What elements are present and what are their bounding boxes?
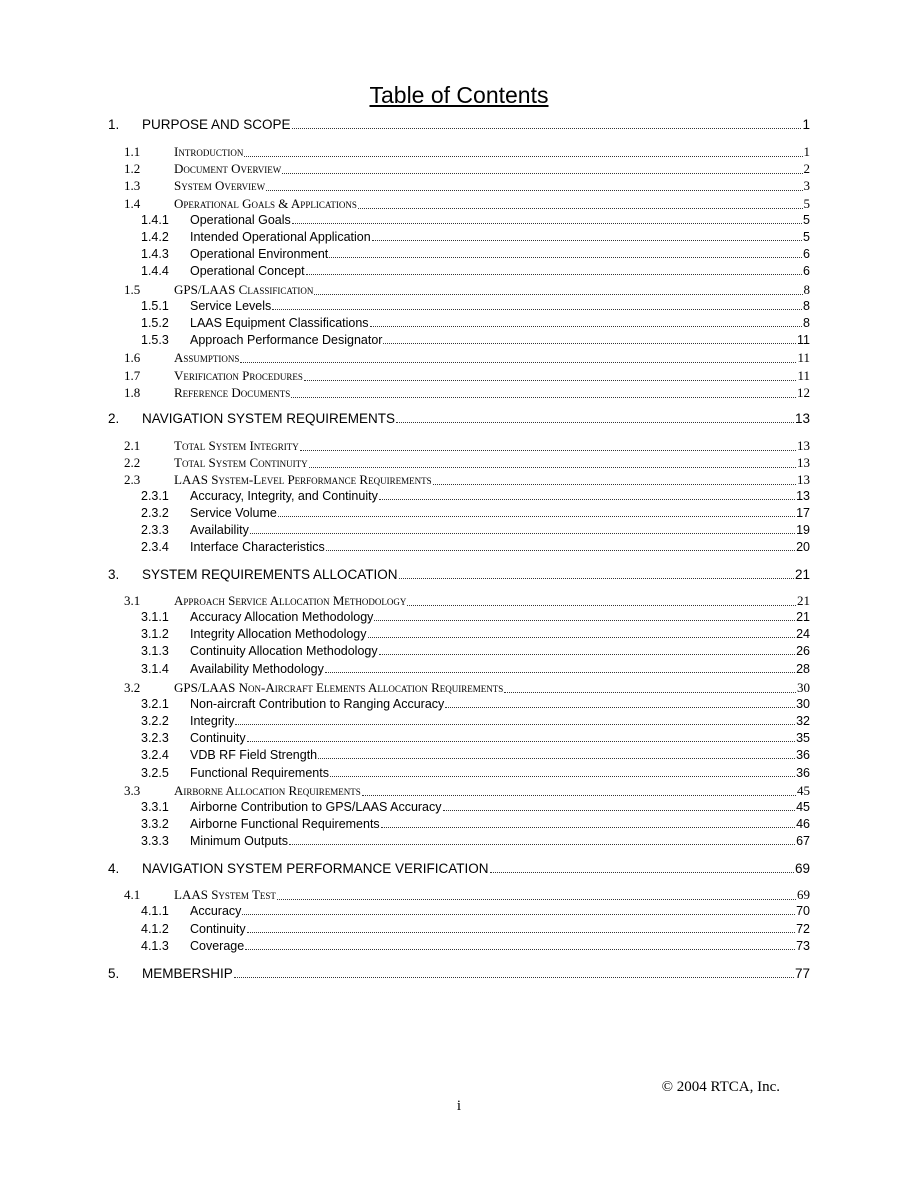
toc-entry-page: 17	[796, 506, 810, 520]
dot-leader	[433, 484, 796, 485]
toc-entry-number: 4.	[108, 861, 120, 876]
toc-entry-page: 5	[803, 213, 810, 227]
toc-entry-page: 3	[803, 178, 810, 193]
toc-entry[interactable]	[108, 567, 810, 582]
toc-entry-number: 1.4.1	[141, 213, 169, 227]
toc-entry[interactable]	[124, 144, 810, 160]
toc-entry-number: 3.3.3	[141, 834, 169, 848]
toc-entry-title: LAAS System-Level Performance Requirements	[174, 472, 432, 487]
dot-leader	[362, 795, 796, 796]
toc-entry-number: 1.5.1	[141, 299, 169, 313]
toc-entry-title: Integrity Allocation Methodology	[190, 627, 367, 641]
toc-entry[interactable]	[108, 117, 810, 132]
dot-leader	[443, 810, 796, 811]
toc-entry[interactable]	[141, 662, 810, 676]
toc-entry-title: Integrity	[190, 714, 235, 728]
dot-leader	[370, 326, 802, 327]
dot-leader	[278, 516, 795, 517]
toc-entry-number: 3.3.1	[141, 800, 169, 814]
dot-leader	[358, 208, 803, 209]
toc-entry[interactable]	[141, 247, 810, 261]
toc-entry-title: Approach Service Allocation Methodology	[174, 593, 407, 608]
dot-leader	[306, 274, 802, 275]
toc-entry[interactable]	[141, 333, 810, 347]
toc-entry-number: 2.3.4	[141, 540, 169, 554]
toc-entry-number: 2.2	[124, 455, 141, 470]
toc-entry[interactable]	[141, 299, 810, 313]
toc-entry-number: 3.2	[124, 680, 141, 695]
dot-leader	[277, 899, 796, 900]
toc-entry-number: 4.1.2	[141, 922, 169, 936]
dot-leader	[247, 741, 796, 742]
toc-entry-page: 28	[796, 662, 810, 676]
toc-entry[interactable]	[124, 472, 810, 488]
toc-entry[interactable]	[124, 196, 810, 212]
toc-entry[interactable]	[141, 506, 810, 520]
toc-entry-number: 3.1	[124, 593, 141, 608]
page-number: i	[456, 1098, 462, 1114]
toc-entry-title: Accuracy Allocation Methodology	[190, 610, 374, 624]
toc-entry-title: Verification Procedures	[174, 368, 303, 383]
toc-entry-title: Continuity	[190, 922, 246, 936]
toc-entry-page: 26	[796, 644, 810, 658]
dot-leader	[292, 223, 802, 224]
toc-entry-page: 35	[796, 731, 810, 745]
toc-entry-number: 3.1.2	[141, 627, 169, 641]
toc-entry[interactable]	[108, 966, 810, 981]
toc-entry-page: 24	[796, 627, 810, 641]
dot-leader	[374, 620, 795, 621]
dot-leader	[314, 294, 802, 295]
toc-entry-page: 77	[794, 966, 810, 981]
dot-leader	[292, 128, 802, 129]
toc-entry-number: 2.3.1	[141, 489, 169, 503]
dot-leader	[504, 692, 796, 693]
toc-entry-number: 5.	[108, 966, 120, 981]
toc-entry-title: Service Levels	[190, 299, 272, 313]
toc-entry[interactable]	[141, 610, 810, 624]
toc-title: Table of Contents	[369, 82, 549, 108]
toc-entry-page: 67	[796, 834, 810, 848]
toc-entry[interactable]	[141, 800, 810, 814]
toc-entry[interactable]	[141, 489, 810, 503]
toc-entry[interactable]	[124, 783, 810, 799]
toc-entry[interactable]	[141, 213, 810, 227]
toc-entry-page: 5	[803, 196, 810, 211]
toc-entry[interactable]	[124, 350, 810, 366]
toc-entry-page: 8	[803, 299, 810, 313]
toc-entry-title: Operational Environment	[190, 247, 329, 261]
toc-entry[interactable]	[124, 161, 810, 177]
toc-entry-title: Accuracy, Integrity, and Continuity	[190, 489, 378, 503]
dot-leader	[242, 914, 795, 915]
dot-leader	[291, 397, 796, 398]
toc-entry-title: MEMBERSHIP	[142, 966, 233, 981]
toc-entry-title: Airborne Allocation Requirements	[174, 783, 361, 798]
toc-entry[interactable]	[141, 523, 810, 537]
toc-entry-title: Total System Integrity	[174, 438, 299, 453]
toc-entry-number: 1.3	[124, 178, 141, 193]
dot-leader	[381, 827, 795, 828]
toc-entry-number: 2.3.3	[141, 523, 169, 537]
dot-leader	[282, 173, 802, 174]
toc-entry-number: 1.	[108, 117, 120, 132]
toc-entry-number: 3.3.2	[141, 817, 169, 831]
toc-entry-page: 72	[796, 922, 810, 936]
toc-entry-page: 20	[796, 540, 810, 554]
dot-leader	[244, 156, 802, 157]
toc-entry-page: 12	[797, 385, 810, 400]
toc-entry[interactable]	[141, 540, 810, 554]
toc-entry-title: Continuity Allocation Methodology	[190, 644, 378, 658]
dot-leader	[379, 499, 795, 500]
dot-leader	[240, 362, 796, 363]
toc-entry-number: 3.2.2	[141, 714, 169, 728]
toc-entry-title: Non-aircraft Contribution to Ranging Accuracy	[190, 697, 445, 711]
toc-entry-title: NAVIGATION SYSTEM PERFORMANCE VERIFICATION	[142, 861, 489, 876]
toc-entry-page: 30	[797, 680, 810, 695]
dot-leader	[379, 654, 795, 655]
toc-entry-page: 13	[797, 472, 810, 487]
toc-entry[interactable]	[124, 593, 810, 609]
dot-leader	[407, 605, 796, 606]
toc-entry[interactable]	[141, 939, 810, 953]
toc-entry-page: 45	[797, 783, 810, 798]
toc-entry-page: 13	[794, 411, 810, 426]
dot-leader	[247, 932, 796, 933]
toc-entry-number: 3.	[108, 567, 120, 582]
toc-entry-title: SYSTEM REQUIREMENTS ALLOCATION	[142, 567, 398, 582]
toc-entry-number: 2.3.2	[141, 506, 169, 520]
toc-entry-page: 21	[797, 593, 810, 608]
toc-entry-title: Airborne Functional Requirements	[190, 817, 380, 831]
toc-entry-page: 11	[797, 350, 810, 365]
dot-leader	[330, 776, 795, 777]
toc-entry[interactable]	[124, 455, 810, 471]
toc-entry-number: 2.3	[124, 472, 141, 487]
dot-leader	[396, 422, 794, 423]
toc-entry-title: Operational Concept	[190, 264, 305, 278]
toc-entry-page: 5	[803, 230, 810, 244]
toc-entry[interactable]	[141, 714, 810, 728]
toc-entry[interactable]	[108, 861, 810, 876]
toc-entry[interactable]	[124, 887, 810, 903]
toc-entry-page: 2	[803, 161, 810, 176]
toc-entry-number: 4.1.1	[141, 904, 169, 918]
toc-entry-title: Availability Methodology	[190, 662, 324, 676]
toc-entry-number: 3.3	[124, 783, 141, 798]
toc-entry-number: 2.1	[124, 438, 141, 453]
toc-entry-title: Airborne Contribution to GPS/LAAS Accuracy	[190, 800, 442, 814]
toc-entry-number: 1.5	[124, 282, 141, 297]
dot-leader	[272, 309, 802, 310]
toc-entry-title: Approach Performance Designator	[190, 333, 383, 347]
toc-entry-page: 73	[796, 939, 810, 953]
dot-leader	[245, 949, 795, 950]
toc-entry[interactable]	[141, 264, 810, 278]
toc-entry-title: Introduction	[174, 144, 244, 159]
toc-entry-title: System Overview	[174, 178, 266, 193]
toc-entry-number: 1.4.2	[141, 230, 169, 244]
toc-entry[interactable]	[141, 748, 810, 762]
toc-entry-page: 13	[797, 455, 810, 470]
toc-entry[interactable]	[141, 834, 810, 848]
dot-leader	[445, 707, 795, 708]
toc-entry-title: Intended Operational Application	[190, 230, 371, 244]
dot-leader	[326, 550, 795, 551]
toc-entry-title: Accuracy	[190, 904, 242, 918]
toc-entry-page: 30	[796, 697, 810, 711]
dot-leader	[399, 578, 794, 579]
dot-leader	[329, 257, 802, 258]
toc-entry-title: Continuity	[190, 731, 246, 745]
toc-entry-page: 21	[796, 610, 810, 624]
toc-entry-page: 11	[797, 368, 810, 383]
toc-entry-number: 3.2.5	[141, 766, 169, 780]
toc-entry-title: GPS/LAAS Classification	[174, 282, 314, 297]
toc-entry-title: Functional Requirements	[190, 766, 329, 780]
toc-entry-title: Service Volume	[190, 506, 277, 520]
dot-leader	[234, 977, 794, 978]
toc-entry-page: 6	[803, 247, 810, 261]
toc-entry-page: 36	[796, 748, 810, 762]
toc-entry-number: 3.2.1	[141, 697, 169, 711]
toc-entry-title: Operational Goals	[190, 213, 291, 227]
toc-entry-title: Minimum Outputs	[190, 834, 288, 848]
toc-entry-page: 8	[803, 282, 810, 297]
toc-entry-page: 1	[802, 117, 810, 132]
toc-entry-title: Coverage	[190, 939, 245, 953]
toc-entry-number: 1.4.3	[141, 247, 169, 261]
toc-entry[interactable]	[124, 282, 810, 298]
toc-entry-number: 1.2	[124, 161, 141, 176]
toc-entry[interactable]	[141, 817, 810, 831]
toc-entry[interactable]	[141, 731, 810, 745]
toc-entry[interactable]	[124, 178, 810, 194]
toc-entry-page: 45	[796, 800, 810, 814]
dot-leader	[250, 533, 795, 534]
toc-entry-page: 19	[796, 523, 810, 537]
toc-entry-title: Assumptions	[174, 350, 240, 365]
dot-leader	[383, 343, 796, 344]
toc-entry[interactable]	[124, 680, 810, 696]
toc-entry-number: 1.6	[124, 350, 141, 365]
dot-leader	[325, 672, 795, 673]
dot-leader	[300, 450, 796, 451]
dot-leader	[235, 724, 795, 725]
toc-entry-number: 3.2.4	[141, 748, 169, 762]
toc-entry-page: 32	[796, 714, 810, 728]
toc-entry-number: 1.7	[124, 368, 141, 383]
toc-entry[interactable]	[141, 904, 810, 918]
toc-entry-number: 1.4	[124, 196, 141, 211]
toc-entry-number: 4.1	[124, 887, 141, 902]
toc-entry-number: 3.2.3	[141, 731, 169, 745]
toc-entry-page: 46	[796, 817, 810, 831]
toc-entry[interactable]	[141, 922, 810, 936]
toc-entry-number: 1.5.3	[141, 333, 169, 347]
toc-entry-number: 1.5.2	[141, 316, 169, 330]
toc-entry[interactable]	[141, 316, 810, 330]
toc-entry-title: Reference Documents	[174, 385, 291, 400]
toc-entry-title: Availability	[190, 523, 249, 537]
dot-leader	[304, 380, 797, 381]
toc-entry-number: 3.1.1	[141, 610, 169, 624]
copyright-notice: © 2004 RTCA, Inc.	[661, 1079, 780, 1095]
toc-entry-page: 13	[796, 489, 810, 503]
toc-entry-number: 1.1	[124, 144, 141, 159]
toc-entry[interactable]	[124, 438, 810, 454]
dot-leader	[289, 844, 795, 845]
dot-leader	[309, 467, 796, 468]
dot-leader	[490, 872, 794, 873]
toc-entry-title: LAAS Equipment Classifications	[190, 316, 369, 330]
toc-entry-number: 4.1.3	[141, 939, 169, 953]
toc-entry-title: Operational Goals & Applications	[174, 196, 357, 211]
toc-entry[interactable]	[141, 766, 810, 780]
toc-entry-title: GPS/LAAS Non-Aircraft Elements Allocation Requirements	[174, 680, 504, 695]
toc-entry-title: VDB RF Field Strength	[190, 748, 318, 762]
dot-leader	[266, 190, 802, 191]
dot-leader	[318, 758, 795, 759]
toc-entry-page: 36	[796, 766, 810, 780]
dot-leader	[368, 637, 796, 638]
toc-entry[interactable]	[124, 385, 810, 401]
toc-entry[interactable]	[141, 230, 810, 244]
toc-entry[interactable]	[141, 697, 810, 711]
toc-entry-number: 1.8	[124, 385, 141, 400]
toc-entry-title: Total System Continuity	[174, 455, 308, 470]
toc-entry[interactable]	[124, 368, 810, 384]
toc-entry-title: NAVIGATION SYSTEM REQUIREMENTS	[142, 411, 396, 426]
toc-entry-title: PURPOSE AND SCOPE	[142, 117, 291, 132]
toc-entry-page: 6	[803, 264, 810, 278]
toc-entry-page: 69	[794, 861, 810, 876]
toc-entry[interactable]	[141, 644, 810, 658]
toc-entry-number: 1.4.4	[141, 264, 169, 278]
toc-entry-title: Document Overview	[174, 161, 282, 176]
toc-entry-page: 8	[803, 316, 810, 330]
toc-entry-page: 1	[803, 144, 810, 159]
dot-leader	[372, 240, 802, 241]
toc-entry-page: 13	[797, 438, 810, 453]
toc-entry-number: 3.1.4	[141, 662, 169, 676]
toc-entry-number: 3.1.3	[141, 644, 169, 658]
toc-entry-title: Interface Characteristics	[190, 540, 325, 554]
toc-entry[interactable]	[108, 411, 810, 426]
toc-entry-page: 69	[797, 887, 810, 902]
toc-entry-number: 2.	[108, 411, 120, 426]
toc-entry-page: 11	[797, 333, 810, 347]
toc-entry[interactable]	[141, 627, 810, 641]
toc-entry-title: LAAS System Test	[174, 887, 276, 902]
toc-entry-page: 21	[794, 567, 810, 582]
toc-entry-page: 70	[796, 904, 810, 918]
